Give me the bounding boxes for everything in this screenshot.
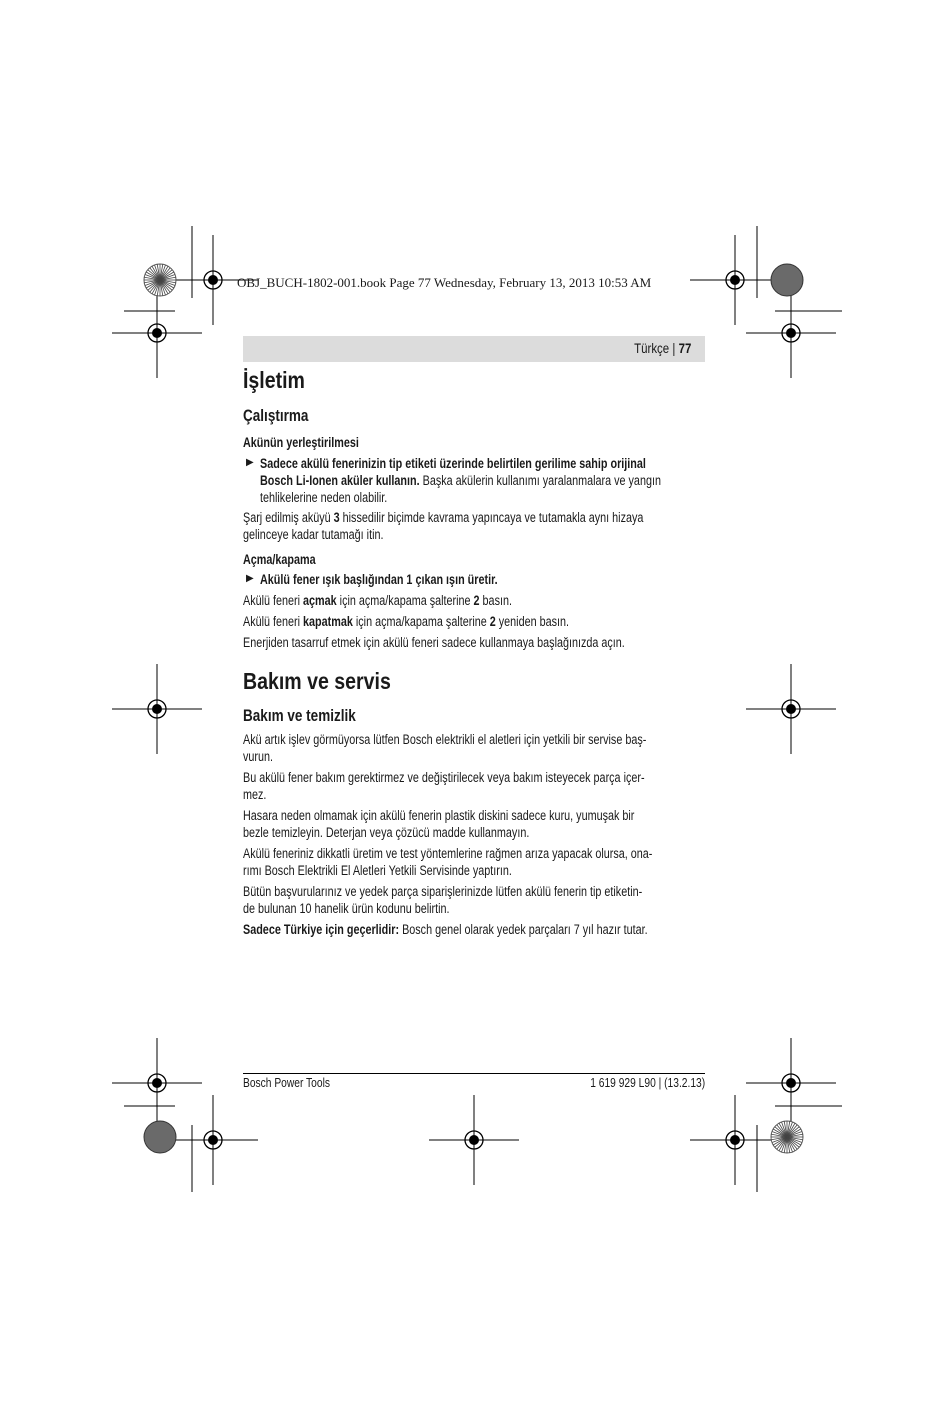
bold-text: 3 [333,510,340,525]
text-segment: için açma/kapama şalterine [336,593,474,608]
registration-dot-icon [786,1078,796,1088]
text-line [243,614,569,630]
text-line [243,635,625,651]
text-line [243,846,652,862]
registration-dot-icon [208,1135,218,1145]
text-segment: Akülü feneri [243,593,304,608]
footer-doc-number: 1 619 929 L90 | (13.2.13) [590,1076,705,1090]
subsection-title-cleaning: Bakım ve temizlik [243,707,356,725]
text-line [243,901,450,917]
registration-dot-icon [786,328,796,338]
text-segment: gelinceye kadar tutamağı itin. [243,527,384,542]
gray-target-icon [771,264,803,296]
registration-dot-icon [152,328,162,338]
bullet-arrow-icon: ▶ [246,457,254,468]
registration-dot-icon [730,1135,740,1145]
text-line [243,732,646,748]
text-line [260,490,387,506]
text-line [243,922,648,938]
text-segment: tehlikelerine neden olabilir. [260,490,388,505]
text-line [243,770,645,786]
gray-target-icon [144,1121,176,1153]
text-line [243,593,512,609]
section-title-maintenance: Bakım ve servis [243,668,391,694]
text-line [243,527,383,543]
text-segment: Hasara neden olmamak için akülü fenerin plastik diskini sadece kuru, yumuşak bir [243,808,635,823]
text-segment: Akülü feneri [243,614,304,629]
footer-rule [243,1073,705,1074]
bold-text: Akülü fener ışık başlığından 1 çıkan ışın üretir. [260,572,498,587]
bold-text: açmak [303,593,337,608]
print-slug: OBJ_BUCH-1802-001.book Page 77 Wednesday, February 13, 2013 10:53 AM [237,275,652,290]
text-line [243,884,642,900]
text-segment: Şarj edilmiş aküyü [243,510,334,525]
text-segment: yeniden basın. [495,614,570,629]
text-line [260,572,498,588]
text-line [243,749,273,765]
registration-dot-icon [152,704,162,714]
text-line [243,510,643,526]
bold-text: 2 [489,614,496,629]
bold-text: 2 [473,593,480,608]
bold-text: Sadece akülü fenerinizin tip etiketi üzerinde belirtilen gerilime sahip orijinal [260,456,646,471]
registration-dot-icon [730,275,740,285]
registration-dot-icon [208,275,218,285]
section-title-operation: İşletim [243,367,305,393]
heading-on-off: Açma/kapama [243,552,316,567]
text-line [243,825,529,841]
text-segment: için açma/kapama şalterine [352,614,490,629]
page-header [634,341,691,356]
text-segment: hissedilir biçimde kavrama yapıncaya ve tutamakla aynı hizaya [339,510,644,525]
text-segment: bezle temizleyin. Deterjan veya çözücü madde kullanmayın. [243,825,530,840]
text-segment: basın. [479,593,512,608]
page-number: 77 [678,341,691,356]
text-line [243,863,512,879]
footer-brand: Bosch Power Tools [243,1076,330,1090]
text-segment: Enerjiden tasarruf etmek için akülü feneri sadece kullanmaya başlağınızda açın. [243,635,625,650]
text-segment: vurun. [243,749,274,764]
bullet-arrow-icon: ▶ [246,573,254,584]
text-segment: mez. [243,787,267,802]
text-segment: Bu akülü fener bakım gerektirmez ve değiştirilecek veya bakım isteyecek parça içer- [243,770,645,785]
subsection-title-starting: Çalıştırma [243,407,309,425]
text-line [243,787,266,803]
text-segment: Akü artık işlev görmüyorsa lütfen Bosch elektrikli el aletleri için yetkili bir servise baş- [243,732,647,747]
bold-text: Bosch Li-Ionen aküler kullanın. [260,473,420,488]
registration-dot-icon [786,704,796,714]
text-line [243,808,634,824]
header-language: Türkçe [633,341,669,356]
registration-dot-icon [152,1078,162,1088]
text-segment: Akülü feneriniz dikkatli üretim ve test yöntemlerine rağmen arıza yapacak olursa, ona- [243,846,653,861]
registration-dot-icon [469,1135,479,1145]
header-separator: | [672,341,676,356]
text-segment: Bütün başvurularınız ve yedek parça siparişlerinizde lütfen akülü fenerin tip etiketin- [243,884,643,899]
text-segment: Başka akülerin kullanımı yaralanmalara ve yangın [419,473,661,488]
bold-text: kapatmak [303,614,353,629]
text-line [260,473,661,489]
bold-text: Sadece Türkiye için geçerlidir: [243,922,400,937]
text-segment: de bulunan 10 hanelik ürün kodunu belirtin. [243,901,450,916]
text-segment: Bosch genel olarak yedek parçaları 7 yıl hazır tutar. [399,922,648,937]
text-line [260,456,646,472]
text-segment: rımı Bosch Elektrikli El Aletleri Yetkili Servisinde yaptırın. [243,863,512,878]
heading-battery-insertion: Akünün yerleştirilmesi [243,435,359,450]
page-header-bar [243,336,705,362]
